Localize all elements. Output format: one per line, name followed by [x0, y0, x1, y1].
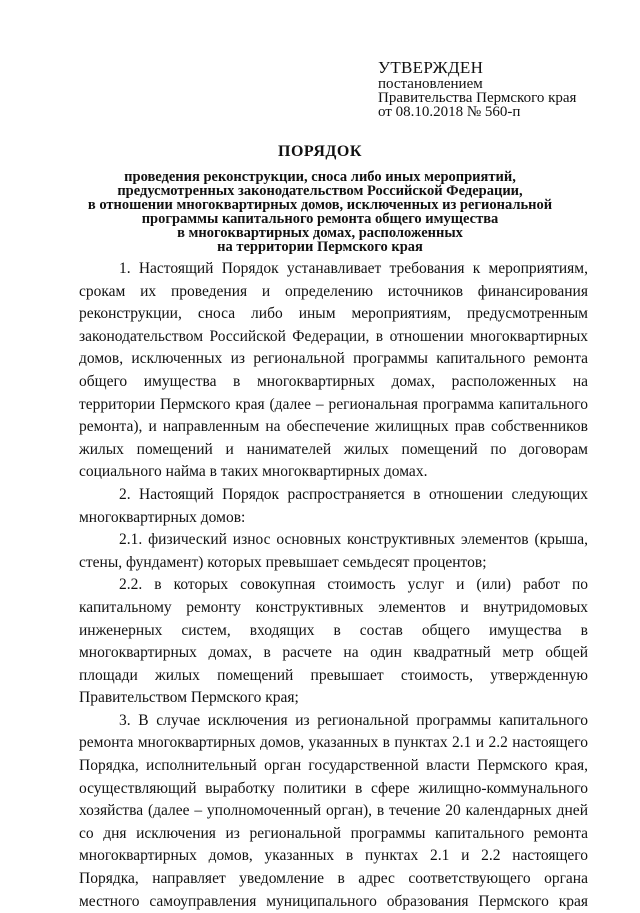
paragraph-2: 2. Настоящий Порядок распространяется в отношении следующих многоквартирных домов: [79, 485, 588, 526]
approval-heading: УТВЕРЖДЕН [378, 58, 484, 77]
approval-line-3: от 08.10.2018 № 560-п [378, 104, 521, 120]
paragraph-1: 1. Настоящий Порядок устанавливает требования к мероприятиям, срокам их проведения и определению источников финансирования реконструкции, сноса либо иным мероприятиям, предусмотренным законодательством Российской Федерации, в отношении многоквартирных домов, исключенных из региональной программы капитального ремонта общего имущества в многоквартирных домах, расположенных на территории Пермского края (далее – региональная программа капитального ремонта), и направленным на обеспечение жилищных прав собственников жилых помещений и нанимателей жилых помещений по договорам социального найма в таких многоквартирных домах. [79, 260, 588, 481]
subtitle-line-4: программы капитального ремонта общего имущества [141, 211, 499, 227]
paragraph-3: 3. В случае исключения из региональной программы капитального ремонта многоквартирных домов, указанных в пунктах 2.1 и 2.2 настоящего Порядка, исполнительный орган государственной власти Пермского края, осуществляющий выработку политики в сфере жилищно-коммунального хозяйства (далее – уполномоченный орган), в течение 20 календарных дней со дня исключения из региональной программы капитального ремонта многоквартирных домов, указанных в пунктах 2.1 и 2.2 настоящего Порядка, направляет уведомление в адрес соответствующего органа местного самоуправления муниципального образования Пермского края [79, 711, 588, 910]
approval-stamp [378, 58, 618, 119]
approval-line-2: Правительства Пермского края [378, 90, 577, 106]
document-title: ПОРЯДОК [278, 143, 362, 160]
subtitle-line-3: в отношении многоквартирных домов, исключенных из региональной [87, 197, 553, 213]
document-body [79, 258, 588, 913]
paragraph-2-2: 2.2. в которых совокупная стоимость услуг и (или) работ по капитальному ремонту конструктивных элементов и внутридомовых инженерных систем, входящих в состав общего имущества в многоквартирных домах, в расчете на один квадратный метр общей площади жилых помещений превышает стоимость, утвержденную Правительством Пермского края; [79, 576, 588, 707]
subtitle-line-5: в многоквартирных домах, расположенных [177, 225, 463, 241]
approval-line-1: постановлением [378, 76, 483, 92]
subtitle-line-6: на территории Пермского края [217, 239, 423, 255]
subtitle-line-1: проведения реконструкции, сноса либо иных мероприятий, [124, 169, 516, 185]
subtitle-line-2: предусмотренных законодательством Российской Федерации, [117, 183, 523, 199]
paragraph-2-1: 2.1. физический износ основных конструктивных элементов (крыша, стены, фундамент) которых превышает семьдесят процентов; [79, 531, 588, 571]
document-subtitle [70, 170, 570, 254]
